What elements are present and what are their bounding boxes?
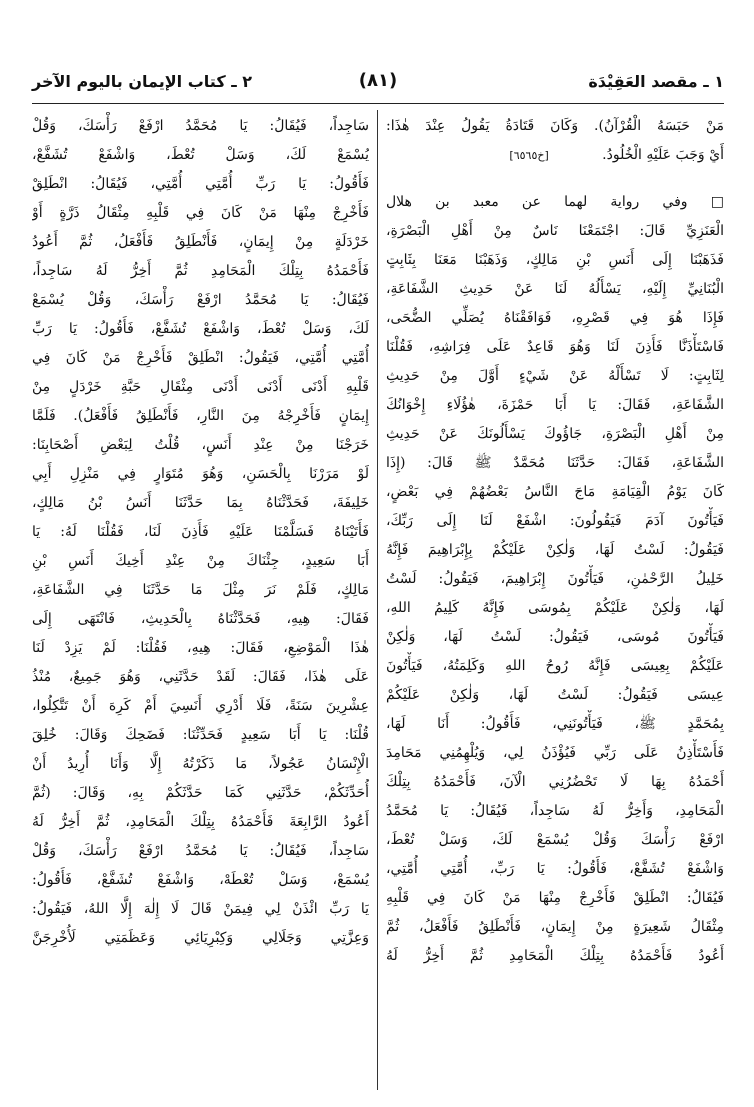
text-line: فَأَخْرِجْ مِنْهَا مَنْ كَانَ فِي قَلْبِهِ مِثْقَالُ ذَرَّةٍ أَوْ (32, 205, 369, 221)
text-line: فَأَسْتَأْذِنُ عَلَى رَبِّي فَيُؤْذَنُ لِي، وَيُلْهِمُنِي مَحَامِدَ (386, 745, 724, 761)
text-line: أُحَدِّثَكُمْ، حَدَّثَنِي كَمَا حَدَّثَكُمْ بِهِ، وَقَالَ: (ثُمَّ (32, 785, 369, 801)
text-line: الْبُنَانِيِّ إِلَيْهِ، يَسْأَلُهُ لَنَا عَنْ حَدِيثِ الشَّفَاعَةِ، (386, 281, 724, 297)
text-line: عَلَى هٰذَا، فَقَالَ: لَقَدْ حَدَّثَنِي، وَهُوَ جَمِيعٌ، مُنْذُ (32, 669, 369, 685)
text-line: الشَّفَاعَةِ، فَقَالَ: يَا أَبَا حَمْزَةَ، هٰؤُلَاءِ إِخْوَانُكَ (386, 397, 724, 413)
text-line: مِثْقَالُ شَعِيرَةٍ مِنْ إِيمَانٍ، فَأَنْطَلِقُ فَأَفْعَلُ، ثُمَّ (386, 919, 724, 935)
text-line: أُمَّتِي أُمَّتِي، فَيَقُولُ: انْطَلِقْ فَأَخْرِجْ مَنْ كَانَ فِي (32, 350, 369, 366)
header-rule (32, 103, 724, 104)
text-line: مَالِكٍ، فَلَمْ نَرَ مِثْلَ مَا حَدَّثَنَا فِي الشَّفَاعَةِ، (32, 582, 369, 598)
text-line: لَوْ مَرَرْنَا بِالْحَسَنِ، وَهُوَ مُتَوَارٍ فِي مَنْزِلِ أَبِي (32, 466, 369, 482)
text-line: الْإِنْسَانُ عَجُولاً، مَا ذَكَرْتُهُ إِلَّا وَأَنَا أُرِيدُ أَنْ (32, 756, 369, 772)
text-line: وَاشْفَعْ تُشَفَّعْ، فَأَقُولُ: يَا رَبِّ، أُمَّتِي أُمَّتِي، (386, 861, 724, 877)
text-line: عِشْرِينَ سَنَةً، فَلَا أَدْرِي أَنَسِيَ أَمْ كَرِهَ أَنْ تَتَّكِلُوا، (32, 698, 369, 714)
text-line: خَلِيفَةَ، فَحَدَّثْنَاهُ بِمَا حَدَّثَنَا أَنَسُ بْنُ مَالِكٍ، (32, 495, 369, 511)
chapter-title: ٢ ـ كتاب الإيمان باليوم الآخر (32, 72, 252, 91)
text-line: يُسْمَعْ لَكَ، وَسَلْ تُعْطَ، وَاشْفَعْ تُشَفَّعْ، (32, 147, 369, 163)
text-line: فَإِذَا هُوَ فِي قَصْرِهِ، فَوَافَقْنَاهُ يُصَلِّي الضُّحَى، (386, 310, 724, 326)
text-line: هٰذَا الْمَوْضِعِ، فَقَالَ: هِيهِ، فَقُلْنَا: لَمْ يَزِدْ لَنَا (32, 640, 369, 656)
text-line: بِمُحَمَّدٍ ﷺ، فَيَأْتُونَنِي، فَأَقُولُ: أَنَا لَهَا، (386, 716, 724, 732)
text-line-content: أَيْ وَجَبَ عَلَيْهِ الْخُلُودُ. (602, 147, 724, 163)
text-line: سَاجِداً، فَيُقَالُ: يَا مُحَمَّدُ ارْفَعْ رَأْسَكَ، وَقُلْ (32, 843, 369, 859)
text-line: الْعَنَزِيِّ قَالَ: اجْتَمَعْنَا نَاسٌ مِنْ أَهْلِ الْبَصْرَةِ، (386, 223, 724, 239)
text-line: خَلِيلُ الرَّحْمٰنِ، فَيَأْتُونَ إِبْرَاهِيمَ، فَيَقُولُ: لَسْتُ (386, 571, 724, 587)
text-line: قُلْنَا: يَا أَبَا سَعِيدٍ فَحَدِّثْنَا: فَضَحِكَ وَقَالَ: خُلِقَ (32, 727, 369, 743)
column-divider (377, 110, 378, 1090)
text-line: كَانَ يَوْمُ الْقِيَامَةِ مَاجَ النَّاسُ بَعْضُهُمْ فِي بَعْضٍ، (386, 484, 724, 500)
text-line: يَا رَبِّ ائْذَنْ لِي فِيمَنْ قَالَ لَا إِلٰهَ إِلَّا اللهُ، فَيَقُولُ: (32, 901, 369, 917)
text-line: عِيسَى فَيَقُولُ: لَسْتُ لَهَا، وَلٰكِنْ عَلَيْكُمْ (386, 687, 724, 703)
text-line: فَاسْتَأْذَنَّا فَأَذِنَ لَنَا وَهُوَ قَاعِدٌ عَلَى فِرَاشِهِ، فَقُلْنَا (386, 339, 724, 355)
page-header (32, 66, 724, 100)
text-line: □ وفي رواية لهما عن معبد بن هلال (386, 194, 724, 210)
text-line: فَيَأْتُونَ مُوسَى، فَيَقُولُ: لَسْتُ لَهَا، وَلٰكِنْ (386, 629, 724, 645)
text-line: مَنْ حَبَسَهُ الْقُرْآنُ). وَكَانَ قَتَادَةُ يَقُولُ عِنْدَ هٰذَا: (386, 118, 724, 134)
text-line: خَرْدَلَةٍ مِنْ إِيمَانٍ، فَأَنْطَلِقُ فَأَفْعَلُ، ثُمَّ أَعُودُ (32, 234, 369, 250)
text-line (386, 141, 724, 170)
text-line: قَلْبِهِ أَدْنَى أَدْنَى أَدْنَى مِثْقَالِ حَبَّةِ خَرْدَلٍ مِنْ (32, 379, 369, 395)
text-line: أَحْمَدُهُ بِهَا لَا تَحْضُرُنِي الْآنَ، فَأَحْمَدُهُ بِتِلْكَ (386, 774, 724, 790)
text-line: وَعِزَّتِي وَجَلَالِي وَكِبْرِيَائِي وَعَظَمَتِي لَأُخْرِجَنَّ (32, 930, 369, 946)
text-line: فَيَأْتُونَ آدَمَ فَيَقُولُونَ: اشْفَعْ لَنَا إِلَى رَبِّكَ، (386, 513, 724, 529)
text-line: الْمَحَامِدِ، وَأَخِرُّ لَهُ سَاجِداً، فَيُقَالُ: يَا مُحَمَّدُ (386, 803, 724, 819)
text-line: الشَّفَاعَةِ، فَقَالَ: حَدَّثَنَا مُحَمَّدٌ ﷺ قَالَ: (إِذَا (386, 455, 724, 471)
text-line: لَهَا، وَلٰكِنْ عَلَيْكُمْ بِمُوسَى فَإِنَّهُ كَلِيمُ اللهِ، (386, 600, 724, 616)
right-column (386, 112, 724, 1092)
text-line: فَيَقُولُ: لَسْتُ لَهَا، وَلٰكِنْ عَلَيْكُمْ بِإِبْرَاهِيمَ فَإِنَّهُ (386, 542, 724, 558)
paragraph-gap (386, 170, 724, 188)
text-line: فَقَالَ: هِيهِ، فَحَدَّثْنَاهُ بِالْحَدِيثِ، فَانْتَهَى إِلَى (32, 611, 369, 627)
left-column (32, 112, 369, 1092)
section-title: ١ ـ مقصد العَقِيْدَة (588, 72, 724, 91)
text-line: فَأَقُولُ: يَا رَبِّ أُمَّتِي أُمَّتِي، فَيُقَالُ: انْطَلِقْ (32, 176, 369, 192)
text-line: ارْفَعْ رَأْسَكَ وَقُلْ يُسْمَعْ لَكَ، وَسَلْ تُعْطَ، (386, 832, 724, 848)
text-line: فَأَتَيْنَاهُ فَسَلَّمْنَا عَلَيْهِ فَأَذِنَ لَنَا، فَقُلْنَا لَهُ: يَا (32, 524, 369, 540)
text-line: أَبَا سَعِيدٍ، جِئْنَاكَ مِنْ عِنْدِ أَخِيكَ أَنَسِ بْنِ (32, 553, 369, 569)
text-line: خَرَجْنَا مِنْ عِنْدِ أَنَسٍ، قُلْتُ لِبَعْضِ أَصْحَابِنَا: (32, 437, 369, 453)
text-line: لَكَ، وَسَلْ تُعْطَ، وَاشْفَعْ تُشَفَّعْ، فَأَقُولُ: يَا رَبِّ (32, 321, 369, 337)
text-line: يُسْمَعْ، وَسَلْ تُعْطَهْ، وَاشْفَعْ تُشَفَّعْ، فَأَقُولُ: (32, 872, 369, 888)
text-line: إِيمَانٍ فَأَخْرِجْهُ مِنَ النَّارِ، فَأَنْطَلِقُ فَأَفْعَلُ). فَلَمَّا (32, 408, 369, 424)
page-number: (٨١) (358, 70, 398, 91)
text-line: فَيُقَالُ: يَا مُحَمَّدُ ارْفَعْ رَأْسَكَ، وَقُلْ يُسْمَعْ (32, 292, 369, 308)
text-line: أَعُودُ الرَّابِعَةَ فَأَحْمَدُهُ بِتِلْكَ الْمَحَامِدِ، ثُمَّ أَخِرُّ لَهُ (32, 814, 369, 830)
text-line: فَذَهَبْنَا إِلَى أَنَسِ بْنِ مَالِكٍ، وَذَهَبْنَا مَعَنَا بِثَابِتٍ (386, 252, 724, 268)
text-line: لِثَابِتٍ: لَا تَسْأَلْهُ عَنْ شَيْءٍ أَوَّلَ مِنْ حَدِيثِ (386, 368, 724, 384)
text-line: سَاجِداً، فَيُقَالُ: يَا مُحَمَّدُ ارْفَعْ رَأْسَكَ، وَقُلْ (32, 118, 369, 134)
text-line: عَلَيْكُمْ بِعِيسَى فَإِنَّهُ رُوحُ اللهِ وَكَلِمَتُهُ، فَيَأْتُونَ (386, 658, 724, 674)
text-line: فَيُقَالُ: انْطَلِقْ فَأَخْرِجْ مِنْهَا مَنْ كَانَ فِي قَلْبِهِ (386, 890, 724, 906)
text-line: أَعُودُ فَأَحْمَدُهُ بِتِلْكَ الْمَحَامِدِ ثُمَّ أَخِرُّ لَهُ (386, 948, 724, 964)
hadith-reference: [خ٦٥٦٥] (509, 149, 549, 162)
text-line: مِنْ أَهْلِ الْبَصْرَةِ، جَاؤُوكَ يَسْأَلُونَكَ عَنْ حَدِيثِ (386, 426, 724, 442)
text-line: فَأَحْمَدُهُ بِتِلْكَ الْمَحَامِدِ ثُمَّ أَخِرُّ لَهُ سَاجِداً، (32, 263, 369, 279)
